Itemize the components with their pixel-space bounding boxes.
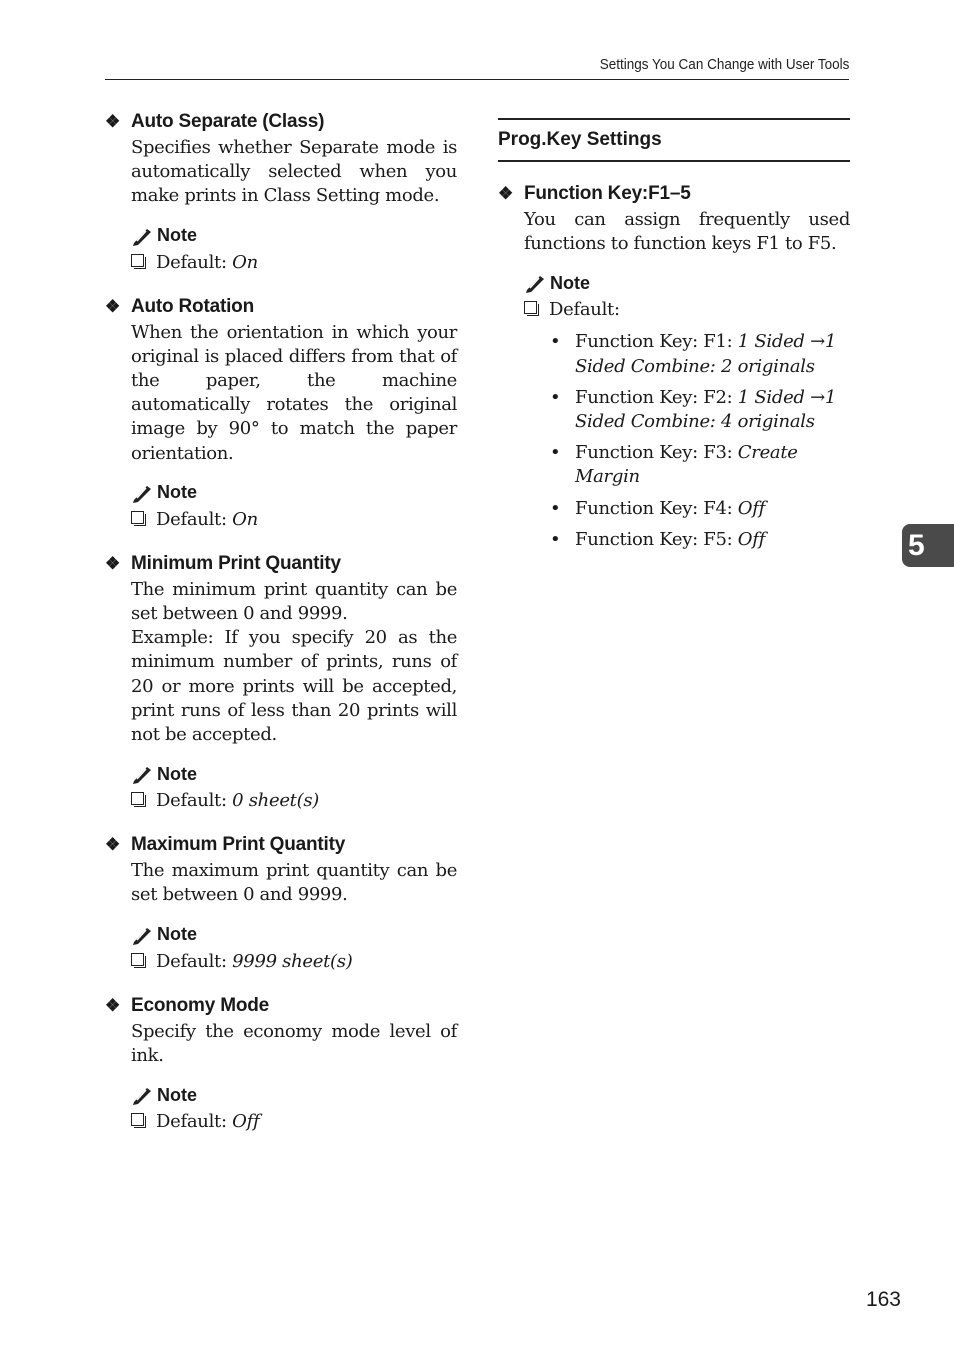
right-column — [498, 118, 850, 559]
default-value: 0 sheet(s) — [232, 790, 319, 812]
diamond-bullet-icon: ❖ — [105, 553, 121, 573]
checkbox-icon — [131, 1113, 144, 1126]
list-item — [550, 386, 850, 434]
default-label: Default: — [156, 950, 227, 972]
default-line — [131, 506, 457, 534]
function-key-list — [550, 330, 850, 552]
list-item — [550, 441, 850, 489]
section-body: The minimum print quantity can be set between 0 and 9999. — [131, 578, 457, 625]
checkbox-icon — [131, 792, 144, 805]
note-heading — [524, 270, 850, 296]
diamond-bullet-icon: ❖ — [498, 184, 514, 203]
section-auto-rotation — [105, 293, 457, 534]
note-heading — [131, 480, 457, 506]
section-body: You can assign frequently used functions to function keys F1 to F5. — [524, 209, 850, 255]
pencil-icon — [131, 483, 153, 503]
default-line — [131, 249, 457, 277]
section-title: Function Key:F1–5 — [524, 183, 691, 204]
page-number: 163 — [865, 1288, 901, 1311]
note-heading — [131, 761, 457, 787]
section-body: Specify the economy mode level of ink. — [131, 1020, 457, 1066]
default-label: Default: — [549, 299, 620, 321]
key-value: Off — [737, 497, 765, 519]
key-label: Function Key: F2: — [575, 386, 733, 408]
checkbox-icon — [131, 953, 144, 966]
running-header: Settings You Can Change with User Tools — [599, 56, 849, 73]
header-rule — [105, 79, 849, 80]
default-line — [131, 948, 457, 976]
section-title: Maximum Print Quantity — [131, 834, 346, 856]
chapter-tab: 5 — [902, 524, 954, 567]
key-value: 1 Sided →1 Sided Combine: 2 originals — [575, 331, 837, 377]
list-item — [550, 528, 850, 552]
checkbox-icon — [131, 254, 144, 267]
section-title: Auto Separate (Class) — [131, 111, 325, 132]
pencil-icon — [131, 925, 153, 945]
section-minimum-print-quantity — [105, 550, 457, 815]
default-label: Default: — [156, 508, 227, 530]
section-body: Specifies whether Separate mode is automatically selected when you make prints in Class Setting mode. — [131, 137, 457, 207]
section-body-example: Example: If you specify 20 as the minimum number of prints, runs of 20 or more prints will be accepted, print runs of less than 20 prints will not be accepted. — [131, 627, 457, 746]
default-line — [524, 296, 850, 324]
diamond-bullet-icon: ❖ — [105, 835, 121, 855]
list-item — [550, 497, 850, 521]
section-heading — [105, 108, 457, 136]
default-value: Off — [232, 1111, 260, 1133]
note-heading — [131, 922, 457, 948]
section-maximum-print-quantity — [105, 831, 457, 975]
left-column — [105, 108, 457, 1152]
key-label: Function Key: F4: — [575, 497, 733, 519]
key-label: Function Key: F3: — [575, 442, 733, 464]
key-label: Function Key: F5: — [575, 528, 733, 550]
section-title: Auto Rotation — [131, 295, 254, 317]
key-value: Off — [737, 528, 765, 550]
pencil-icon — [131, 1085, 153, 1105]
list-item — [550, 330, 850, 378]
prog-key-settings-title: Prog.Key Settings — [498, 118, 850, 162]
note-label: Note — [157, 1084, 197, 1105]
note-label: Note — [157, 225, 197, 246]
pencil-icon — [524, 273, 546, 293]
section-heading — [498, 180, 850, 208]
section-title: Economy Mode — [131, 994, 270, 1016]
note-label: Note — [550, 272, 590, 293]
default-label: Default: — [156, 1111, 227, 1133]
section-title: Minimum Print Quantity — [131, 552, 341, 574]
diamond-bullet-icon: ❖ — [105, 296, 121, 316]
section-heading — [105, 550, 457, 578]
default-value: On — [232, 508, 258, 530]
note-label: Note — [157, 924, 197, 945]
key-value: 1 Sided →1 Sided Combine: 4 originals — [575, 386, 837, 433]
checkbox-icon — [131, 511, 144, 524]
section-body: The maximum print quantity can be set between 0 and 9999. — [131, 860, 457, 906]
checkbox-icon — [524, 301, 537, 314]
default-value: 9999 sheet(s) — [232, 950, 353, 972]
note-heading — [131, 1082, 457, 1108]
note-heading — [131, 223, 457, 249]
diamond-bullet-icon: ❖ — [105, 995, 121, 1015]
section-body: When the orientation in which your original is placed differs from that of the paper, the machine automatically rotates the original image by 90° to match the paper orientation. — [131, 321, 457, 464]
section-heading — [105, 992, 457, 1020]
default-line — [131, 787, 457, 815]
default-label: Default: — [156, 790, 227, 812]
section-heading — [105, 831, 457, 859]
section-heading — [105, 293, 457, 321]
default-line — [131, 1108, 457, 1136]
note-label: Note — [157, 763, 197, 784]
note-label: Note — [157, 482, 197, 503]
default-value: On — [232, 251, 258, 273]
key-value: Create Margin — [575, 442, 798, 488]
section-economy-mode — [105, 992, 457, 1136]
section-auto-separate — [105, 108, 457, 277]
diamond-bullet-icon: ❖ — [105, 112, 121, 131]
default-label: Default: — [156, 251, 227, 273]
pencil-icon — [131, 764, 153, 784]
pencil-icon — [131, 226, 153, 246]
key-label: Function Key: F1: — [575, 331, 733, 353]
